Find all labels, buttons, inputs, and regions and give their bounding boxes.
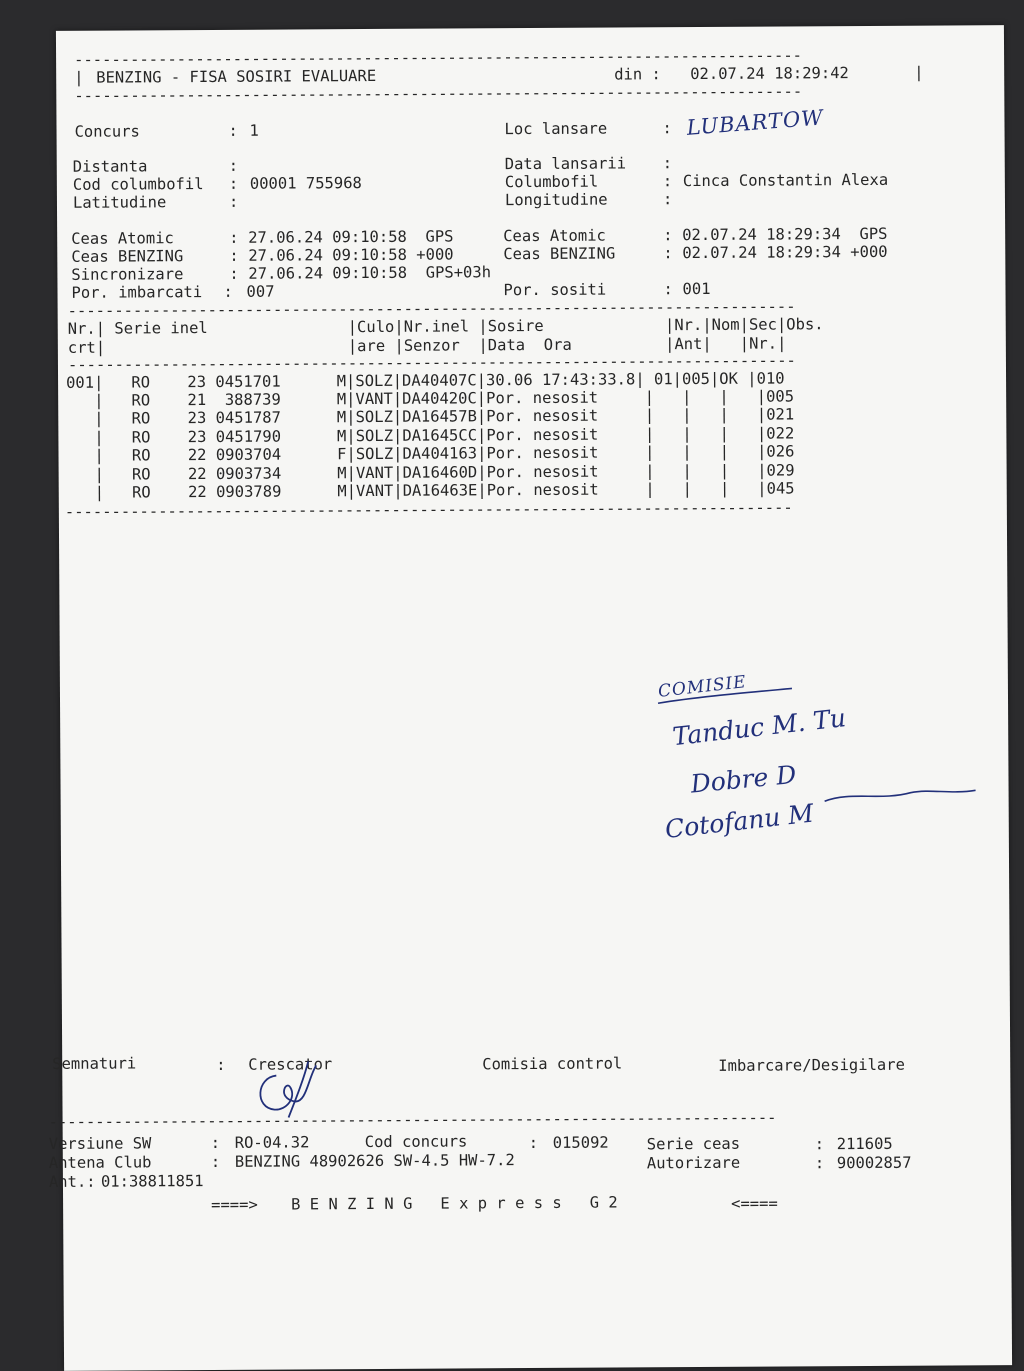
label-distanta: Distanta xyxy=(72,157,148,176)
label-antena-club: Antena Club xyxy=(48,1153,152,1172)
value-sincronizare: 27.06.24 09:10:58 GPS+03h xyxy=(248,263,492,283)
table-row: | RO 23 0451790 M|SOLZ|DA1645CC|Por. nesosit | | | |022 xyxy=(66,424,795,447)
colon: : xyxy=(663,244,673,263)
value-ceas-atomic-right: 02.07.24 18:29:34 GPS xyxy=(682,224,888,245)
value-antena-club: BENZING 48902626 SW-4.5 HW-7.2 xyxy=(234,1151,515,1171)
label-ceas-atomic-right: Ceas Atomic xyxy=(503,226,606,246)
value-ceas-atomic-left: 27.06.24 09:10:58 GPS xyxy=(248,227,454,247)
label-ceas-atomic: Ceas Atomic xyxy=(71,229,174,248)
label-crescator: Crescator xyxy=(248,1055,333,1074)
underline-stroke xyxy=(656,686,796,709)
label-longitudine: Longitudine xyxy=(504,190,608,210)
table-row: | RO 22 0903704 F|SOLZ|DA404163|Por. nesosit | | | |026 xyxy=(66,442,795,465)
label-ant: Ant.: xyxy=(48,1172,96,1191)
printout-sheet xyxy=(48,25,1012,1371)
value-autorizare: 90002857 xyxy=(836,1153,912,1173)
colon: : xyxy=(210,1133,221,1152)
comisie-member-2: Dobre D xyxy=(689,759,798,799)
value-ceas-benzing-right: 02.07.24 18:29:34 +000 xyxy=(682,242,888,263)
label-latitudine: Latitudine xyxy=(72,193,167,212)
colon: : xyxy=(216,1055,226,1074)
footer-rule: ------------------------------------------------------------------------------ xyxy=(48,1108,777,1131)
label-semnaturi: Semnaturi xyxy=(52,1054,137,1073)
colon: : xyxy=(228,156,239,175)
colon: : xyxy=(229,228,239,247)
comisie-member-3: Cotofanu M xyxy=(663,798,816,844)
table-row: 001| RO 23 0451701 M|SOLZ|DA40407C|30.06 17:43:33.8| 01|005|OK |010 xyxy=(66,369,785,392)
label-sincronizare: Sincronizare xyxy=(71,265,184,284)
comisie-member-1: Tanduc M. Tu xyxy=(671,703,848,752)
label-cod-columbofil: Cod columbofil xyxy=(72,175,204,194)
brand-arrow-left: ====> xyxy=(211,1195,258,1214)
colon: : xyxy=(662,172,673,191)
value-ant: 01:38811851 xyxy=(100,1172,204,1191)
report-title: BENZING - FISA SOSIRI EVALUARE xyxy=(96,66,377,87)
label-cod-concurs: Cod concurs xyxy=(364,1132,468,1152)
loc-lansare-handwritten: LUBARTOW xyxy=(685,105,825,140)
colon: : xyxy=(228,174,239,193)
printed-at-label: din : xyxy=(614,65,661,84)
table-header-line-2: crt| |are |Senzor |Data Ora |Ant| |Nr.| xyxy=(67,334,787,357)
label-data-lansarii: Data lansarii xyxy=(504,154,627,174)
colon: : xyxy=(663,226,673,245)
colon: : xyxy=(223,282,233,301)
value-cod-columbofil: 00001 755968 xyxy=(249,174,362,193)
label-comisia-control: Comisia control xyxy=(482,1054,623,1074)
value-por-sositi: 001 xyxy=(682,279,711,299)
label-autorizare: Autorizare xyxy=(646,1153,741,1173)
label-serie-ceas: Serie ceas xyxy=(646,1134,741,1154)
colon: : xyxy=(210,1152,221,1171)
table-row: | RO 22 0903789 M|VANT|DA16463E|Por. nesosit | | | |045 xyxy=(66,479,795,502)
label-versiune-sw: Versiune SW xyxy=(48,1134,152,1153)
colon: : xyxy=(662,154,673,173)
brand-line: B E N Z I N G E x p r e s s G 2 xyxy=(291,1193,618,1214)
value-versiune-sw: RO-04.32 xyxy=(234,1133,310,1152)
value-serie-ceas: 211605 xyxy=(836,1134,893,1154)
label-por-sositi: Por. sositi xyxy=(503,280,607,300)
colon: : xyxy=(662,119,672,138)
header-rule-bottom: ------------------------------------------------------------------------------ xyxy=(74,82,803,105)
colon: : xyxy=(228,121,238,140)
colon: : xyxy=(663,280,673,299)
header-bar-left: | xyxy=(74,68,84,87)
brand-arrow-right: <==== xyxy=(731,1194,778,1213)
table-rule-top: ------------------------------------------------------------------------------ xyxy=(67,297,796,320)
colon: : xyxy=(228,192,239,211)
colon: : xyxy=(528,1133,539,1153)
signature-stroke-icon xyxy=(820,770,980,811)
table-row: | RO 23 0451787 M|SOLZ|DA16457B|Por. nesosit | | | |021 xyxy=(66,405,795,428)
value-ceas-benzing-left: 27.06.24 09:10:58 +000 xyxy=(248,245,454,265)
colon: : xyxy=(229,264,239,283)
table-row: | RO 21 388739 M|VANT|DA40420C|Por. nesosit | | | |005 xyxy=(66,387,795,410)
colon: : xyxy=(814,1154,825,1173)
colon: : xyxy=(814,1135,825,1154)
header-rule-top: ------------------------------------------------------------------------------ xyxy=(74,46,803,69)
colon: : xyxy=(662,190,673,209)
value-por-imbarcati: 007 xyxy=(246,282,275,301)
table-row: | RO 22 0903734 M|VANT|DA16460D|Por. nesosit | | | |029 xyxy=(66,461,795,484)
label-por-imbarcati: Por. imbarcati xyxy=(71,283,203,302)
colon: : xyxy=(229,246,239,265)
label-concurs: Concurs xyxy=(74,122,140,141)
label-loc-lansare: Loc lansare xyxy=(504,119,608,139)
header-bar-right: | xyxy=(914,63,924,82)
table-header-line-1: Nr.| Serie inel |Culo|Nr.inel |Sosire |Nr.|Nom|Sec|Obs. xyxy=(67,315,824,338)
table-rule-bottom: ------------------------------------------------------------------------------ xyxy=(64,498,793,521)
printed-at-value: 02.07.24 18:29:42 xyxy=(690,64,849,84)
table-rule-mid: ------------------------------------------------------------------------------ xyxy=(67,351,796,374)
label-ceas-benzing-right: Ceas BENZING xyxy=(503,244,616,264)
comisie-heading-handwritten: COMISIE xyxy=(657,672,748,702)
label-ceas-benzing: Ceas BENZING xyxy=(71,247,184,266)
label-columbofil: Columbofil xyxy=(504,172,599,192)
label-imbarcare-desigilare: Imbarcare/Desigilare xyxy=(718,1055,905,1075)
value-cod-concurs: 015092 xyxy=(552,1133,609,1152)
value-columbofil: Cinca Constantin Alexa xyxy=(682,170,889,191)
value-concurs: 1 xyxy=(249,121,259,140)
